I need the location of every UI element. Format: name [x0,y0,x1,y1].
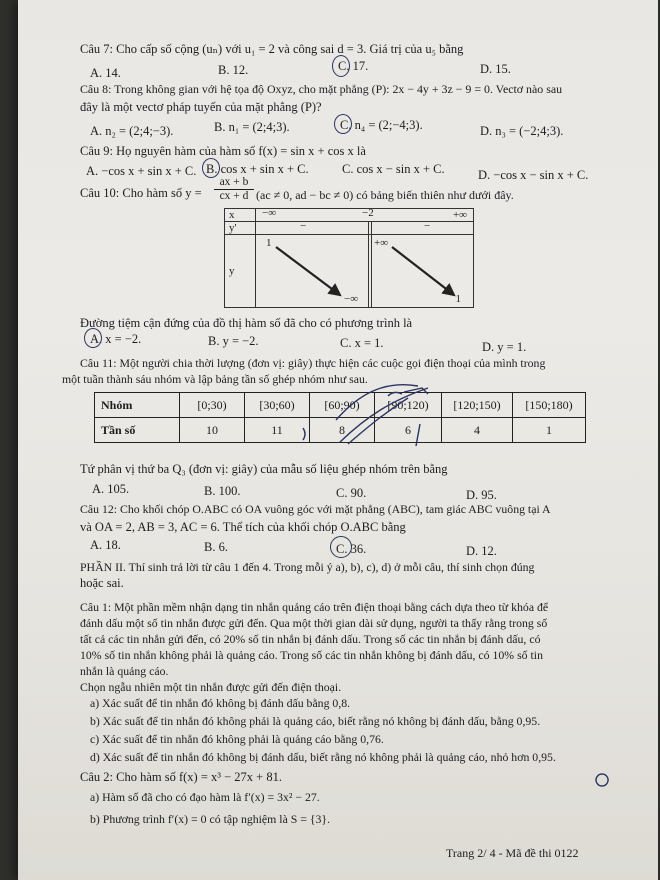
vt-arrow-left [276,247,340,295]
p2q1-line-1: Câu 1: Một phần mềm nhận dạng tin nhắn quảng cáo trên điện thoại bằng cách dựa theo từ khóa để [80,600,549,614]
p2q2-stem: Câu 2: Cho hàm số f(x) = x³ − 27x + 81. [80,770,282,784]
vt-y-values [256,235,474,308]
vt-y-left-limit: −∞ [344,293,359,305]
vt-yp-values [256,222,474,235]
q9-option-b: B. cos x + sin x + C. [206,162,309,176]
vt-arrows [256,235,482,307]
pen-circle-q9 [202,158,220,178]
q8-stem-continued: đây là một vectơ pháp tuyến của mặt phẳng (P)? [80,100,322,114]
q7-option-c: C. 17. [338,59,369,73]
frequency-table [94,392,586,443]
q12-option-b: B. 6. [204,540,228,554]
ft-freq-2: 11 [245,418,310,443]
q10-stem-end: (ac ≠ 0, ad − bc ≠ 0) có bảng biến thiên như dưới đây. [256,188,514,202]
q9-option-d: D. −cos x − sin x + C. [478,168,589,182]
exam-page [18,0,658,880]
ft-header-group: Nhóm [95,393,180,418]
p2q1-line-3: tất cả các tin nhắn gửi đến, có 20% số tin nhắn bị đánh dấu. Trong số các tin nhắn bị đánh dấu, có [80,632,541,646]
vt-y-right-limit: +∞ [374,237,389,249]
vt-yp-sign-1: − [300,220,307,232]
q11-question: Tứ phân vị thứ ba Q₃ (đơn vị: giây) của mẫu số liệu ghép nhóm trên bằng [80,462,448,476]
q7-option-d: D. 15. [480,62,511,76]
q10-option-d: D. y = 1. [482,340,527,354]
ft-freq-6: 1 [513,418,586,443]
p2q1-line-2: đánh dấu một số tin nhắn được gửi đến. Qua một thời gian dài sử dụng, người ta thấy rằng trong số [80,616,548,630]
ft-freq-4: 6 [375,418,442,443]
p2q1-item-a: a) Xác suất để tin nhắn đó không bị đánh dấu bằng 0,8. [90,696,351,710]
ft-header-3: [60;90) [310,393,375,418]
q8-option-a: A. n₂ = (2;4;−3). [90,124,174,138]
vt-y-end: 1 [455,293,461,305]
pen-circle-q12 [330,536,352,558]
ft-header-5: [120;150) [442,393,513,418]
p2q1-line-4: 10% số tin nhắn không phải là quảng cáo. Trong số các tin nhắn không bị đánh dấu, có 10% số tin [80,648,543,662]
vt-yp-double-bar [368,222,372,234]
pen-circle-q7 [332,55,350,77]
part2-title: PHẦN II. Thí sinh trả lời từ câu 1 đến 4. Trong mỗi ý a), b), c), d) ở mỗi câu, thí sinh chọn đúng [80,560,535,574]
q12-stem-continued: và OA = 2, AB = 3, AC = 6. Thể tích của khối chóp O.ABC bằng [80,520,406,534]
p2q1-item-c: c) Xác suất để tin nhắn đó không phải là quảng cáo bằng 0,76. [90,732,384,746]
p2q1-line-5: nhắn là quảng cáo. [80,664,169,678]
p2q2-item-a: a) Hàm số đã cho có đạo hàm là f′(x) = 3x² − 27. [90,790,320,804]
q10-option-a: A. x = −2. [90,332,142,346]
q9-stem: Câu 9: Họ nguyên hàm của hàm số f(x) = sin x + cos x là [80,144,366,158]
pen-circle-q8 [334,114,352,134]
p2q1-item-b: b) Xác suất để tin nhắn đó không phải là quảng cáo, biết rằng nó không bị đánh dấu, bằng 0,95. [90,714,541,728]
vt-x-pos-inf: +∞ [452,209,467,221]
ft-freq-5: 4 [442,418,513,443]
q12-stem: Câu 12: Cho khối chóp O.ABC có OA vuông góc với mặt phẳng (ABC), tam giác ABC vuông tại A [80,502,551,516]
q10-option-c: C. x = 1. [340,336,384,350]
ft-header-6: [150;180) [513,393,586,418]
q8-option-c: C. n₄ = (2;−4;3). [340,118,423,132]
part2-title-continued: hoặc sai. [80,576,124,590]
q10-question: Đường tiệm cận đứng của đồ thị hàm số đã cho có phương trình là [80,316,413,330]
q10-fraction-denominator: cx + d [219,190,249,202]
ft-freq-3: 8 [310,418,375,443]
vt-yp-label: y' [225,222,256,235]
vt-x-minus-2: −2 [362,207,374,219]
pen-mark-q2a [596,774,608,786]
q7-option-a: A. 14. [90,66,121,80]
q10-option-b: B. y = −2. [208,334,259,348]
q10-stem-start: Câu 10: Cho hàm số y = [80,186,202,200]
vt-arrow-right [392,247,454,295]
q11-option-d: D. 95. [466,488,497,502]
p2q1-line-6: Chọn ngẫu nhiên một tin nhắn được gửi đến điện thoại. [80,680,342,694]
q12-option-c: C. 36. [336,542,367,556]
q7-option-b: B. 12. [218,63,249,77]
q11-stem-continued: một tuần thành sáu nhóm và lập bảng tần số ghép nhóm như sau. [62,372,368,386]
p2q2-item-b: b) Phương trình f′(x) = 0 có tập nghiệm là S = {3}. [90,812,331,826]
q11-stem: Câu 11: Một người chia thời lượng (đơn vị: giây) thực hiện các cuộc gọi điện thoại của mình trong [80,356,546,370]
q11-option-b: B. 100. [204,484,241,498]
q9-option-c: C. cos x − sin x + C. [342,162,445,176]
q10-fraction-numerator: ax + b [214,176,254,190]
variation-table [224,208,474,308]
vt-yp-sign-2: − [424,220,431,232]
pen-circle-q10 [84,328,102,348]
vt-x-label: x [225,209,256,222]
q11-option-a: A. 105. [92,482,130,496]
q8-option-d: D. n₃ = (−2;4;3). [480,124,564,138]
q12-option-d: D. 12. [466,544,497,558]
ft-header-2: [30;60) [245,393,310,418]
page-footer: Trang 2/ 4 - Mã đề thi 0122 [446,846,579,860]
ft-freq-label: Tần số [95,418,180,443]
q9-option-a: A. −cos x + sin x + C. [86,164,197,178]
q8-option-b: B. n₁ = (2;4;3). [214,120,290,134]
q11-option-c: C. 90. [336,486,367,500]
vt-x-neg-inf: −∞ [262,207,277,219]
vt-y-start: 1 [266,237,272,249]
q12-option-a: A. 18. [90,538,121,552]
ft-freq-1: 10 [180,418,245,443]
q7-stem: Câu 7: Cho cấp số cộng (uₙ) với u₁ = 2 và công sai d = 3. Giá trị của u₅ bằng [80,42,464,56]
q8-stem: Câu 8: Trong không gian với hệ tọa độ Oxyz, cho mặt phẳng (P): 2x − 4y + 3z − 9 = 0. Vectơ nào sau [80,82,563,96]
ft-header-1: [0;30) [180,393,245,418]
q10-fraction [214,176,254,203]
ft-header-4: [90;120) [375,393,442,418]
vt-y-label: y [225,235,256,308]
p2q1-item-d: d) Xác suất để tin nhắn đó không bị đánh dấu, biết rằng nó không phải là quảng cáo, nhỏ hơn 0,95. [90,750,556,764]
vt-x-values [256,209,474,222]
